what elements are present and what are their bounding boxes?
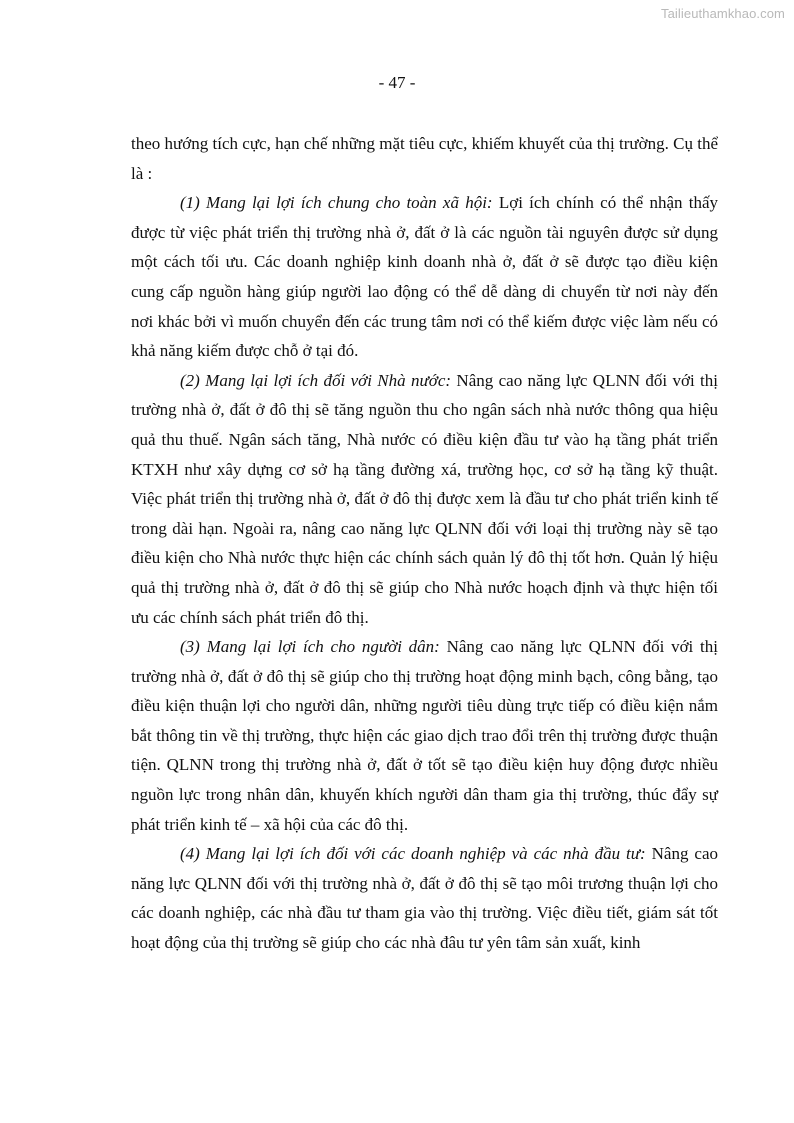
paragraph-benefit-businesses — [131, 839, 718, 957]
paragraph-text: Lợi ích chính có thể nhận thấy được từ việc phát triển thị trường nhà ở, đất ở là các nguồn tài nguyên được sử dụng một cách tối ưu. Các doanh nghiệp kinh doanh nhà ở, đất ở sẽ được tạo điều kiện cung cấp nguồn hàng giúp người lao động có thể dễ dàng di chuyển từ nơi này đến nơi khác bởi vì muốn chuyển đến các trung tâm nơi có thể kiếm được việc làm nếu có khả năng kiếm được chỗ ở tại đó. — [131, 193, 719, 361]
paragraph-lead: (1) Mang lại lợi ích chung cho toàn xã hội: — [180, 193, 493, 213]
paragraph-text: theo hướng tích cực, hạn chế những mặt tiêu cực, khiếm khuyết của thị trường. Cụ thể là : — [131, 134, 718, 183]
watermark-text: Tailieuthamkhao.com — [660, 6, 785, 21]
paragraph-lead: (2) Mang lại lợi ích đối với Nhà nước: — [180, 370, 452, 390]
document-body — [131, 129, 718, 958]
paragraph-benefit-citizens — [131, 632, 718, 839]
paragraph-text: Nâng cao năng lực QLNN đối với thị trường nhà ở, đất ở đô thị sẽ tạo môi trương thuận lợi cho các doanh nghiệp, các nhà đầu tư tham gia vào thị trường. Việc điều tiết, giám sát tốt hoạt động của thị trường sẽ giúp cho các nhà đâu tư yên tâm sản xuất, kinh — [131, 844, 718, 953]
paragraph-intro — [131, 129, 718, 188]
paragraph-lead: (3) Mang lại lợi ích cho người dân: — [180, 637, 440, 657]
paragraph-lead: (4) Mang lại lợi ích đối với các doanh nghiệp và các nhà đầu tư: — [180, 844, 646, 864]
paragraph-text: Nâng cao năng lực QLNN đối với thị trường nhà ở, đất ở đô thị sẽ tăng nguồn thu cho ngân sách nhà nước thông qua hiệu quả thu thuế. Ngân sách tăng, Nhà nước có điều kiện đầu tư vào hạ tầng phát triển KTXH như xây dựng cơ sở hạ tầng đường xá, trường học, cơ sở hạ tầng kỹ thuật. Việc phát triển thị trường nhà ở, đất ở đô thị được xem là đầu tư cho phát triển kinh tế trong dài hạn. Ngoài ra, nâng cao năng lực QLNN đối với loại thị trường này sẽ tạo điều kiện cho Nhà nước thực hiện các chính sách quản lý đô thị tốt hơn. Quản lý hiệu quả thị trường nhà ở, đất ở đô thị sẽ giúp cho Nhà nước hoạch định và thực hiện tối ưu các chính sách phát triển đô thị. — [131, 370, 718, 627]
paragraph-benefit-society — [131, 188, 718, 366]
paragraph-text: Nâng cao năng lực QLNN đối với thị trường nhà ở, đất ở đô thị sẽ giúp cho thị trường hoạt động minh bạch, công bằng, tạo điều kiện thuận lợi cho người dân, những người tiêu dùng trực tiếp có điều kiện nắm bắt thông tin về thị trường, thực hiện các giao dịch trao đổi trên thị trường được thuận tiện. QLNN trong thị trường nhà ở, đất ở tốt sẽ tạo điều kiện huy động được nhiều nguồn lực trong nhân dân, khuyến khích người dân tham gia thị trường, thúc đẩy sự phát triển kinh tế – xã hội của các đô thị. — [131, 637, 718, 834]
paragraph-benefit-state — [131, 366, 718, 632]
page-number: - 47 - — [378, 73, 416, 92]
